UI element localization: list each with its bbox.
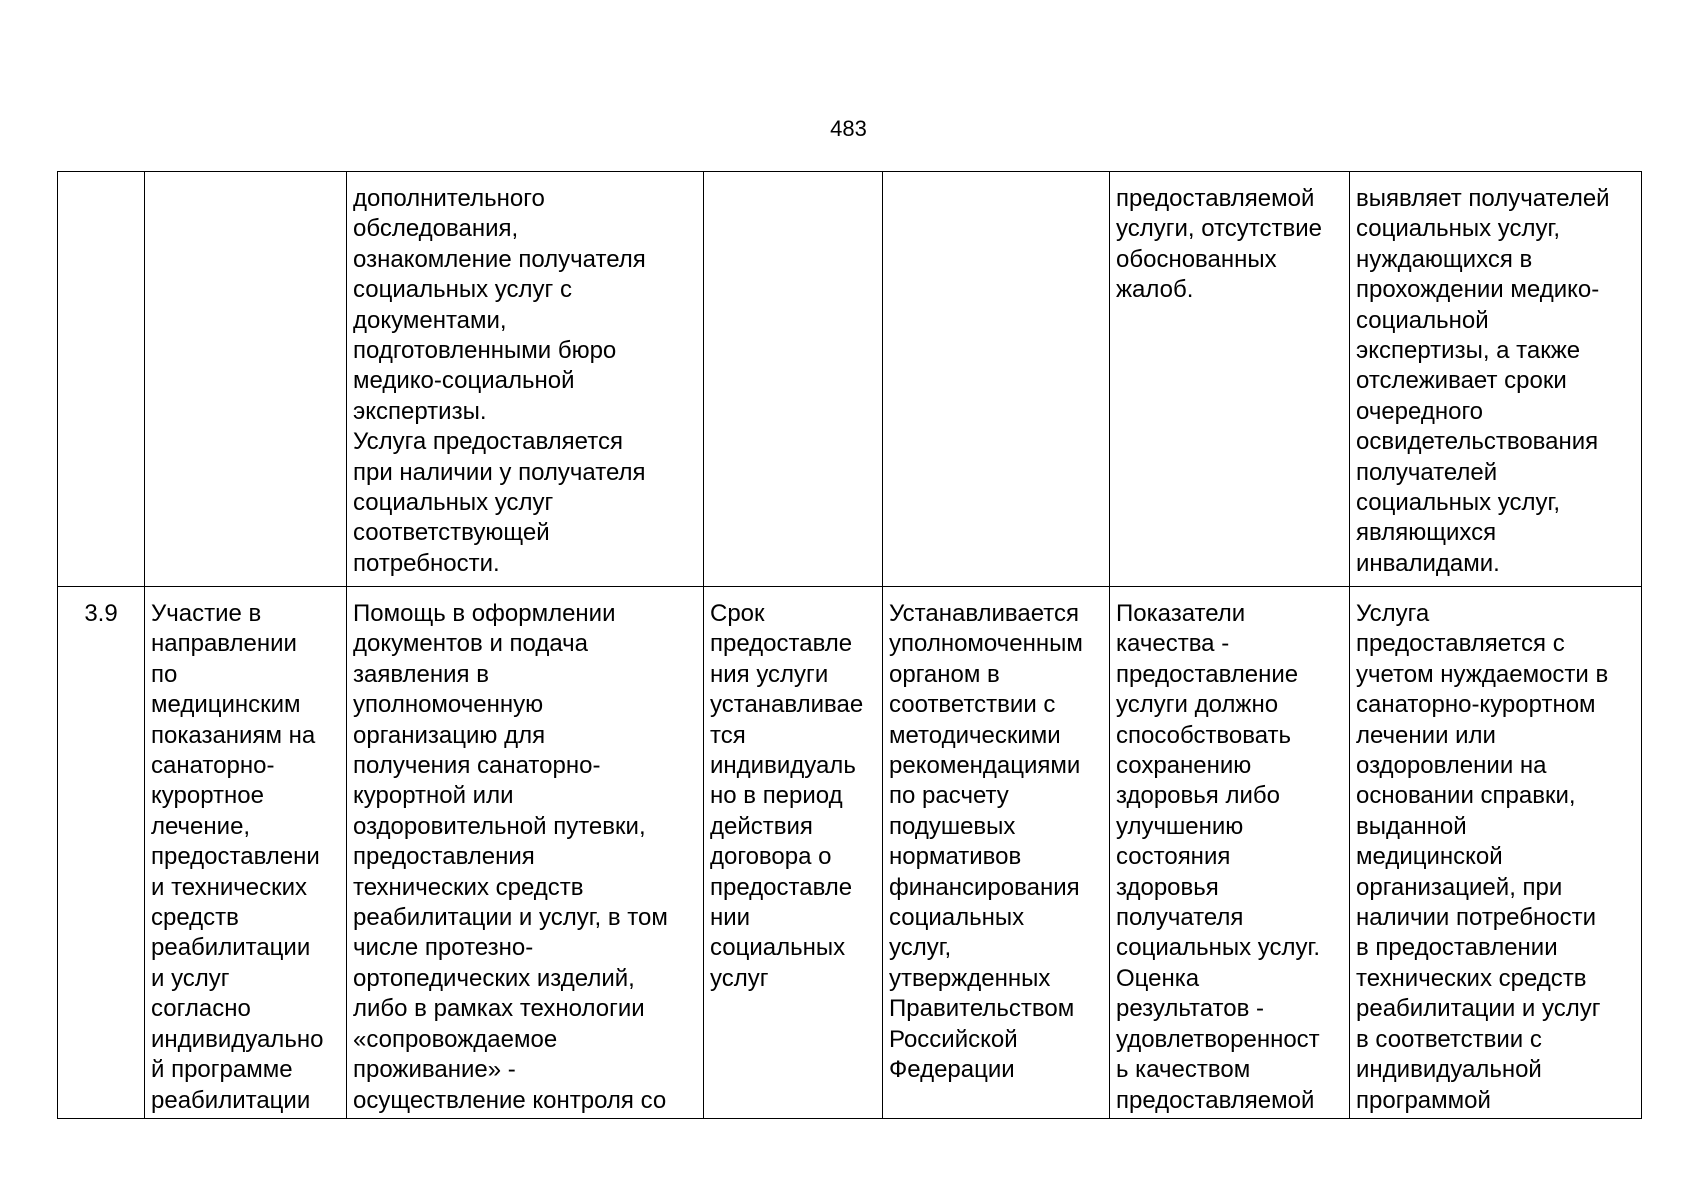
row-number-cell xyxy=(58,587,145,1119)
service-conditions: Услуга предоставляется с учетом нуждаемости в санаторно-курортном лечении или оздоровлении на основании справки, выданной медицинской организацией, при наличии потребности в предоставлении технических средств реабилитации и услуг в соответствии с индивидуальной программой xyxy=(1356,600,1609,1114)
service-name-cell xyxy=(145,172,347,587)
service-quality: предоставляемой услуги, отсутствие обоснованных жалоб. xyxy=(1116,185,1322,304)
service-term-cell xyxy=(704,587,883,1119)
service-quality-cell xyxy=(1110,587,1350,1119)
service-tariff-cell xyxy=(883,172,1110,587)
service-tariff: Устанавливается уполномоченным органом в соответствии с методическими рекомендациями по расчету подушевых нормативов финансирования социальных услуг, утвержденных Правительством Российской Федерации xyxy=(889,600,1083,1084)
service-quality-cell xyxy=(1110,172,1350,587)
service-term-cell xyxy=(704,172,883,587)
service-name: Участие в направлении по медицинским показаниям на санаторно- курортное лечение, предоставлени и технических средств реабилитации и услуг согласно индивидуально й программе реабилитации xyxy=(151,600,324,1114)
services-table xyxy=(57,171,1642,1119)
service-description: дополнительного обследования, ознакомление получателя социальных услуг с документами, подготовленными бюро медико-социальной экспертизы. Услуга предоставляется при наличии у получателя социальных услуг соответствующей потребности. xyxy=(353,185,646,577)
page-number: 483 xyxy=(830,116,867,141)
service-conditions-cell xyxy=(1350,587,1642,1119)
service-description-cell xyxy=(347,587,704,1119)
service-conditions-cell xyxy=(1350,172,1642,587)
service-description: Помощь в оформлении документов и подача заявления в уполномоченную организацию для получения санаторно- курортной или оздоровительной путевки, предоставления технических средств реабилитации и услуг, в том числе протезно- ортопедических изделий, либо в рамках технологии «сопровождаемое проживание» - осуществление контроля со xyxy=(353,600,668,1114)
service-term: Срок предоставле ния услуги устанавливае тся индивидуаль но в период действия договора о предоставле нии социальных услуг xyxy=(710,600,864,992)
service-tariff-cell xyxy=(883,587,1110,1119)
service-quality: Показатели качества - предоставление услуги должно способствовать сохранению здоровья либо улучшению состояния здоровья получателя социальных услуг. Оценка результатов - удовлетворенност ь качеством предоставляемой xyxy=(1116,600,1321,1114)
table-row xyxy=(58,172,1642,587)
service-name-cell xyxy=(145,587,347,1119)
table-row xyxy=(58,587,1642,1119)
row-number-cell xyxy=(58,172,145,587)
service-conditions: выявляет получателей социальных услуг, нуждающихся в прохождении медико- социальной экспертизы, а также отслеживает сроки очередного освидетельствования получателей социальных услуг, являющихся инвалидами. xyxy=(1356,185,1610,577)
row-number: 3.9 xyxy=(84,600,118,627)
service-description-cell xyxy=(347,172,704,587)
